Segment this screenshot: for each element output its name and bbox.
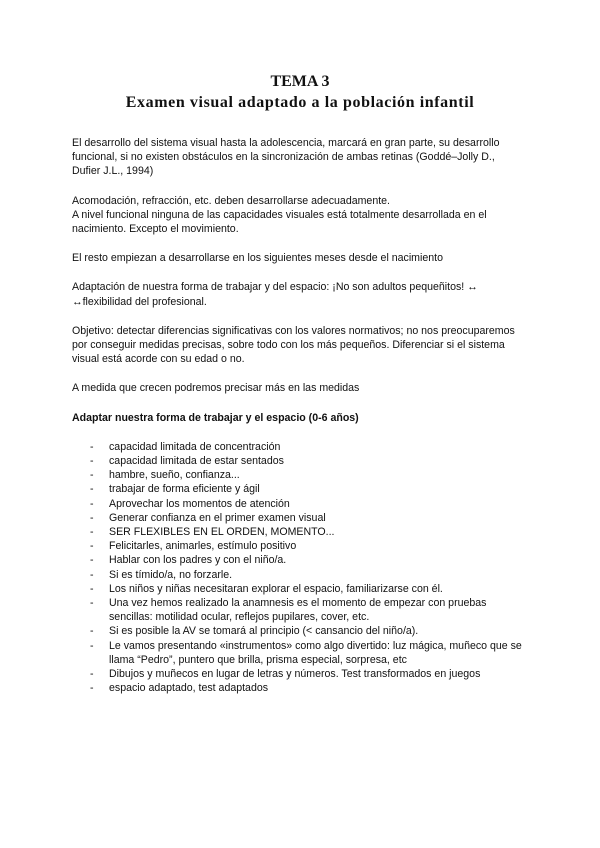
list-item: - trabajar de forma eficiente y ágil — [72, 482, 524, 496]
list-item: - Aprovechar los momentos de atención — [72, 497, 524, 511]
list-item: - hambre, sueño, confianza... — [72, 468, 524, 482]
list-item: - capacidad limitada de concentración — [72, 440, 524, 454]
adaptation-list — [72, 440, 524, 696]
list-item: - Felicitarles, animarles, estímulo positivo — [72, 539, 524, 553]
paragraph-functional-level: A nivel funcional ninguna de las capacidades visuales está totalmente desarrollada en el nacimiento. Excepto el movimiento. — [72, 208, 487, 236]
list-item: - espacio adaptado, test adaptados — [72, 681, 524, 695]
document-title: TEMA 3 — [270, 73, 330, 90]
list-item: - SER FLEXIBLES EN EL ORDEN, MOMENTO... — [72, 525, 524, 539]
document-body — [72, 136, 524, 696]
document-subtitle: Examen visual adaptado a la población infantil — [125, 94, 475, 111]
list-item: - Dibujos y muñecos en lugar de letras y números. Test transformados en juegos — [72, 667, 524, 681]
paragraph-adaptation: Adaptación de nuestra forma de trabajar y del espacio: ¡No son adultos pequeñitos! ↔ ↔flexibilidad del profesional. — [72, 281, 478, 308]
paragraph-objective: Objetivo: detectar diferencias significativas con los valores normativos; no nos preocuparemos por conseguir medidas precisas, sobre todo con los más pequeños. Diferenciar si el sistema visual está acorde con su edad o no. — [72, 324, 515, 366]
paragraph-growth: A medida que crecen podremos precisar más en las medidas — [72, 382, 360, 395]
paragraph-intro: El desarrollo del sistema visual hasta la adolescencia, marcará en gran parte, su desarrollo funcional, si no existen obstáculos en la sincronización de ambas retinas (Goddé–Jolly D., Dufier J.L., 1994) — [72, 137, 500, 178]
list-item: - Los niños y niñas necesitaran explorar el espacio, familiarizarse con él. — [72, 582, 524, 596]
section-heading: Adaptar nuestra forma de trabajar y el espacio (0-6 años) — [72, 411, 359, 424]
list-item: - Hablar con los padres y con el niño/a. — [72, 553, 524, 567]
list-item: - Si es tímido/a, no forzarle. — [72, 568, 524, 582]
list-item: - Le vamos presentando «instrumentos» como algo divertido: luz mágica, muñeco que se llama “Pedro”, puntero que brilla, prisma especial, sorpresa, etc — [72, 639, 524, 667]
list-item: - Una vez hemos realizado la anamnesis es el momento de empezar con pruebas sencillas: motilidad ocular, reflejos pupilares, cover, etc. — [72, 596, 524, 624]
paragraph-development: El resto empiezan a desarrollarse en los siguientes meses desde el nacimiento — [72, 252, 443, 265]
paragraph-accommodation: Acomodación, refracción, etc. deben desarrollarse adecuadamente. — [72, 194, 390, 207]
list-item: - Generar confianza en el primer examen visual — [72, 511, 524, 525]
list-item: - Si es posible la AV se tomará al principio (< cansancio del niño/a). — [72, 624, 524, 638]
list-item: - capacidad limitada de estar sentados — [72, 454, 524, 468]
